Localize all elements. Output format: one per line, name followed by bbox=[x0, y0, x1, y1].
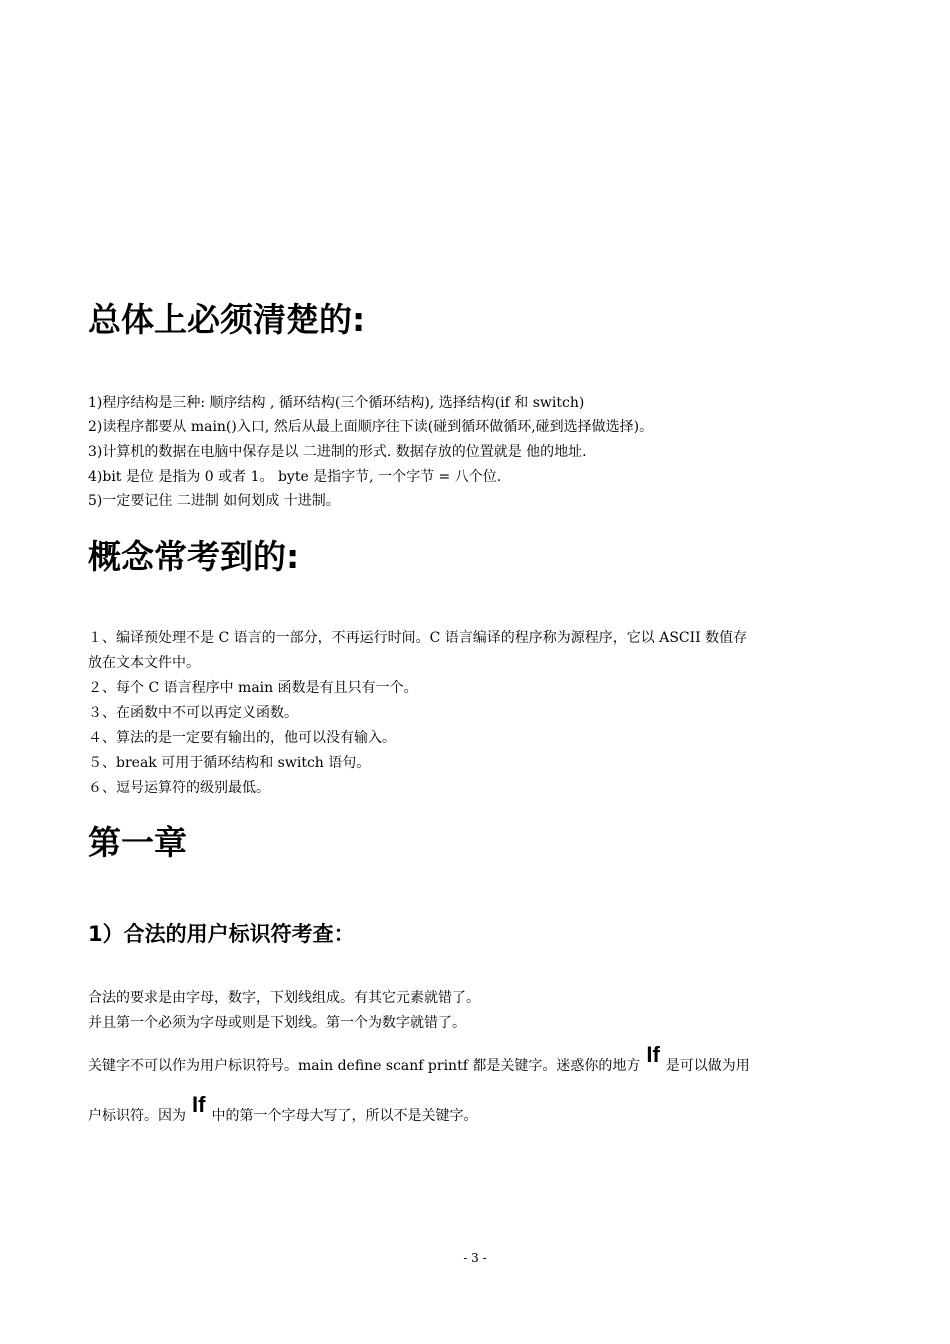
heading-colon: : bbox=[352, 300, 366, 339]
concept-item-4: ４、算法的是一定要有输出的，他可以没有输入。 bbox=[88, 730, 396, 746]
if-keyword-example: If bbox=[646, 1042, 660, 1067]
body-line-1: 合法的要求是由字母，数字，下划线组成。有其它元素就错了。 bbox=[88, 990, 480, 1006]
chapter-heading: 第一章 bbox=[88, 823, 187, 862]
overview-item-2: 2)读程序都要从 main()入口, 然后从最上面顺序往下读(碰到循环做循环,碰到选择做选择)。 bbox=[88, 419, 654, 435]
concept-item-1-line-1: １、编译预处理不是 C 语言的一部分，不再运行时间。C 语言编译的程序称为源程序，它以 ASCII 数值存 bbox=[88, 630, 748, 646]
concept-item-3: ３、在函数中不可以再定义函数。 bbox=[88, 705, 298, 721]
overview-item-4: 4)bit 是位 是指为 0 或者 1。 byte 是指字节, 一个字节 = 八个位. bbox=[88, 469, 502, 485]
section-heading-overview bbox=[88, 300, 365, 340]
overview-item-1: 1)程序结构是三种: 顺序结构 , 循环结构(三个循环结构), 选择结构(if 和 switch) bbox=[88, 395, 585, 411]
concept-item-6: ６、逗号运算符的级别最低。 bbox=[88, 780, 270, 796]
subsection-title: ）合法的用户标识符考查： bbox=[102, 922, 355, 946]
body-line-2: 并且第一个必须为字母或则是下划线。第一个为数字就错了。 bbox=[88, 1015, 466, 1031]
body-line-3-end: 是可以做为用 bbox=[665, 1058, 750, 1074]
concept-item-2: ２、每个 C 语言程序中 main 函数是有且只有一个。 bbox=[88, 680, 418, 696]
if-keyword-example-2: If bbox=[192, 1092, 206, 1117]
section-heading-concepts bbox=[88, 537, 299, 577]
section-heading-concepts-text: 概念常考到的 bbox=[88, 537, 286, 576]
overview-item-3: 3)计算机的数据在电脑中保存是以 二进制的形式. 数据存放的位置就是 他的地址. bbox=[88, 444, 587, 460]
body-line-4-start: 户标识符。因为 bbox=[88, 1108, 186, 1124]
page-number: - 3 - bbox=[463, 1251, 487, 1265]
body-line-4-end: 中的第一个字母大写了，所以不是关键字。 bbox=[211, 1108, 478, 1124]
section-heading-overview-text: 总体上必须清楚的 bbox=[88, 300, 352, 339]
body-line-3-start: 关键字不可以作为用户标识符号。main define scanf printf 都是关键字。迷惑你的地方 bbox=[88, 1058, 641, 1074]
body-line-4 bbox=[88, 1092, 878, 1126]
heading-colon: : bbox=[286, 537, 300, 576]
subsection-number: 1 bbox=[88, 922, 103, 946]
subsection-heading bbox=[88, 920, 355, 948]
concept-item-1-line-2: 放在文本文件中。 bbox=[88, 655, 200, 671]
body-line-3 bbox=[88, 1042, 878, 1076]
overview-item-5: 5)一定要记住 二进制 如何划成 十进制。 bbox=[88, 493, 340, 509]
concept-item-5: ５、break 可用于循环结构和 switch 语句。 bbox=[88, 755, 371, 771]
